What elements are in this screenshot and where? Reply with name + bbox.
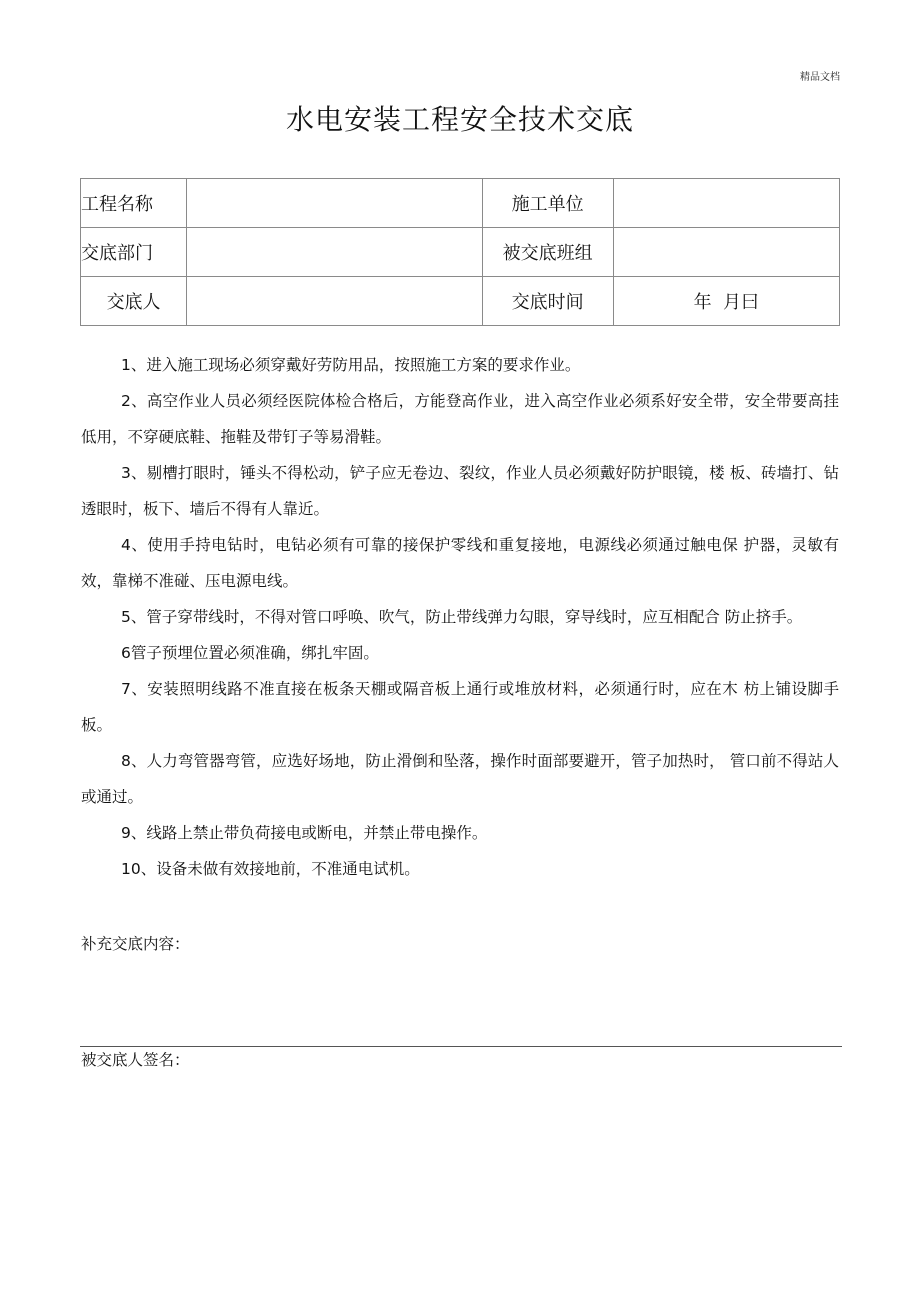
list-item: 3、剔槽打眼时，锤头不得松动，铲子应无卷边、裂纹，作业人员必须戴好防护眼镜，楼 板、砖墙打、钻透眼时，板下、墙后不得有人靠近。 (81, 464, 839, 518)
person-label: 交底人 (81, 277, 187, 326)
time-field[interactable]: 年 月曰 (613, 277, 839, 326)
table-row (81, 228, 840, 277)
signature-label: 被交底人签名： (81, 1051, 190, 1069)
construction-unit-label: 施工单位 (482, 179, 613, 228)
supplement-label: 补充交底内容： (81, 935, 190, 953)
list-item: 5、管子穿带线时，不得对管口呼唤、吹气，防止带线弹力勾眼，穿导线时，应互相配合 防止挤手。 (121, 608, 803, 626)
signature-divider (80, 1046, 842, 1047)
construction-unit-field[interactable] (613, 179, 839, 228)
safety-items-list (81, 347, 839, 887)
list-item: 9、线路上禁止带负荷接电或断电，并禁止带电操作。 (121, 824, 488, 842)
page-title: 水电安装工程安全技术交底 (285, 103, 634, 136)
team-field[interactable] (613, 228, 839, 277)
list-item: 2、高空作业人员必须经医院体检合格后，方能登高作业，进入高空作业必须系好安全带，安全带要高挂低用，不穿硬底鞋、拖鞋及带钉子等易滑鞋。 (81, 392, 839, 446)
department-label: 交底部门 (81, 228, 187, 277)
header-note: 精品文档 (800, 72, 840, 83)
team-label: 被交底班组 (482, 228, 613, 277)
time-label: 交底时间 (482, 277, 613, 326)
table-row (81, 277, 840, 326)
table-row (81, 179, 840, 228)
project-name-label: 工程名称 (81, 179, 187, 228)
list-item: 1、进入施工现场必须穿戴好劳防用品，按照施工方案的要求作业。 (121, 356, 581, 374)
list-item: 8、人力弯管器弯管，应选好场地，防止滑倒和坠落，操作时面部要避开，管子加热时， 管口前不得站人或通过。 (81, 752, 839, 806)
list-item: 10、设备未做有效接地前，不准通电试机。 (121, 860, 420, 878)
list-item: 6管子预埋位置必须准确，绑扎牢固。 (121, 644, 379, 662)
list-item: 4、使用手持电钻时，电钻必须有可靠的接保护零线和重复接地，电源线必须通过触电保 护器，灵敏有效，靠梯不准碰、压电源电线。 (81, 536, 839, 590)
person-field[interactable] (187, 277, 482, 326)
list-item: 7、安装照明线路不准直接在板条天棚或隔音板上通行或堆放材料，必须通行时，应在木 枋上铺设脚手板。 (81, 680, 839, 734)
department-field[interactable] (187, 228, 482, 277)
project-name-field[interactable] (187, 179, 482, 228)
info-table (80, 178, 840, 326)
